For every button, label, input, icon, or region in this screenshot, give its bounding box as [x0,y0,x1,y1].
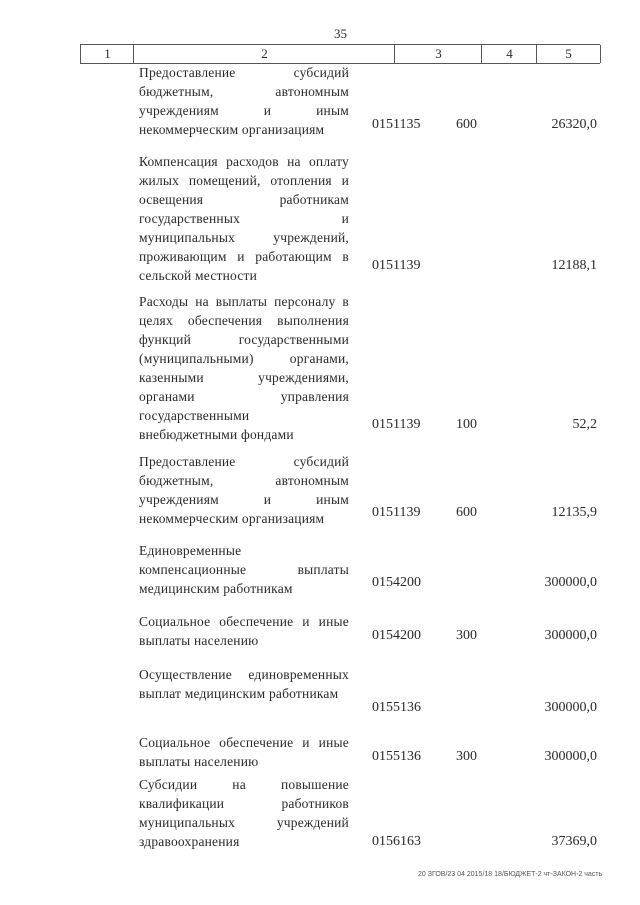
row-amount: 37369,0 [551,834,597,849]
row-code: 0151139 [372,417,421,432]
row-expense-type: 300 [456,749,477,764]
row-code: 0151139 [372,258,421,273]
table-header-row [80,44,600,64]
header-cell-5: 5 [536,45,601,63]
row-amount: 300000,0 [544,700,597,715]
row-description: Предоставление субсидий бюджетным, автономным учреждениям и иным некоммерческим организациям [139,454,349,526]
header-cell-4: 4 [481,45,537,63]
row-code: 0155136 [372,749,421,764]
row-amount: 300000,0 [544,575,597,590]
row-description: Предоставление субсидий бюджетным, автономным учреждениям и иным некоммерческим организациям [139,65,349,137]
row-code: 0151139 [372,505,421,520]
row-code: 0154200 [372,628,421,643]
row-amount: 52,2 [572,417,597,432]
header-cell-2: 2 [133,45,395,63]
row-code: 0151135 [372,117,421,132]
row-description: Расходы на выплаты персоналу в целях обеспечения выполнения функций государственными (муниципальными) органами, казенными учреждениями, органами управления государственными внебюджетными фондами [139,294,349,442]
document-footer: 20 ЗГОВ/23 04 2015/18 18/БЮДЖЕТ-2 чт-ЗАКОН-2 часть [418,871,603,878]
header-cell-3: 3 [394,45,482,63]
row-expense-type: 600 [456,117,477,132]
row-amount: 12135,9 [551,505,597,520]
row-description: Социальное обеспечение и иные выплаты населению [139,614,349,648]
row-amount: 12188,1 [551,258,597,273]
row-code: 0154200 [372,575,421,590]
row-description: Субсидии на повышение квалификации работников муниципальных учреждений здравоохранения [139,777,349,849]
row-amount: 300000,0 [544,628,597,643]
row-amount: 300000,0 [544,749,597,764]
row-amount: 26320,0 [551,117,597,132]
row-description: Единовременные компенсационные выплаты медицинским работникам [139,543,349,596]
row-code: 0156163 [372,834,421,849]
page-number: 35 [334,26,347,41]
row-expense-type: 600 [456,505,477,520]
row-expense-type: 100 [456,417,477,432]
row-description: Компенсация расходов на оплату жилых помещений, отопления и освещения работникам государственных и муниципальных учреждений, проживающим и работающим в сельской местности [139,154,349,283]
row-description: Осуществление единовременных выплат медицинским работникам [139,667,349,701]
header-cell-1: 1 [80,45,134,63]
row-description: Социальное обеспечение и иные выплаты населению [139,735,349,769]
row-code: 0155136 [372,700,421,715]
row-expense-type: 300 [456,628,477,643]
